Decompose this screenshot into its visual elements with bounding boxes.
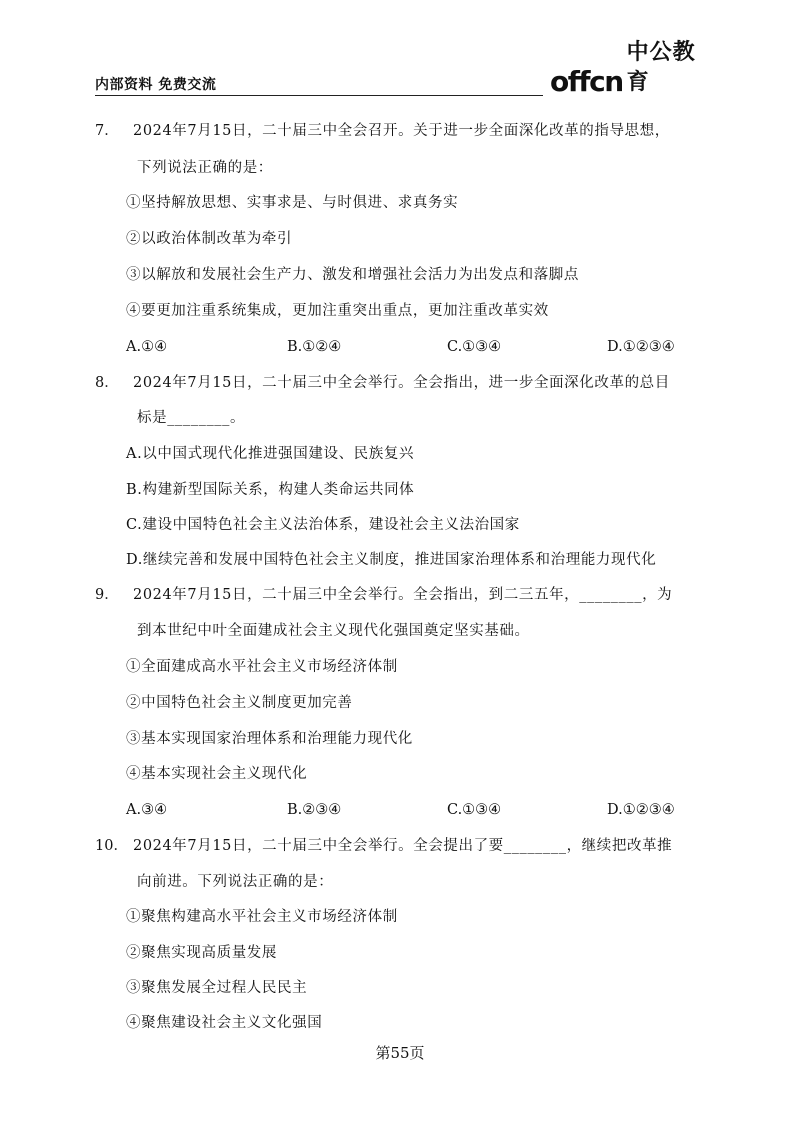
statement-item: ①全面建成高水平社会主义市场经济体制 xyxy=(126,659,398,675)
question-number: 8． xyxy=(95,375,119,391)
logo-chinese-text: 中公教育 xyxy=(626,40,696,95)
question-number: 10． xyxy=(95,838,128,854)
answer-options xyxy=(126,800,706,820)
option-a: A.以中国式现代化推进强国建设、民族复兴 xyxy=(126,446,415,462)
question-stem-line: 标是________。 xyxy=(137,410,246,426)
header-rule xyxy=(95,95,543,96)
statement-item: ③聚焦发展全过程人民民主 xyxy=(126,980,308,996)
question-stem-line: 2024年7月15日，二十届三中全会举行。全会指出，到二三五年，________，为 xyxy=(133,587,673,603)
option-d: D.继续完善和发展中国特色社会主义制度，推进国家治理体系和治理能力现代化 xyxy=(126,552,657,568)
question-stem-line: 到本世纪中叶全面建成社会主义现代化强国奠定坚实基础。 xyxy=(137,623,530,639)
question-stem-line: 下列说法正确的是： xyxy=(137,160,273,176)
question-number: 7． xyxy=(95,123,119,139)
page-header xyxy=(95,40,705,98)
logo-latin-text: offcn xyxy=(550,65,623,98)
question-stem-line: 2024年7月15日，二十届三中全会举行。全会提出了要________，继续把改革推 xyxy=(133,838,673,854)
question-stem-line: 向前进。下列说法正确的是： xyxy=(137,874,334,890)
statement-item: ③以解放和发展社会生产力、激发和增强社会活力为出发点和落脚点 xyxy=(126,267,579,283)
statement-item: ④基本实现社会主义现代化 xyxy=(126,766,308,782)
header-label: 内部资料 免费交流 xyxy=(95,77,217,93)
statement-item: ②以政治体制改革为牵引 xyxy=(126,231,293,247)
page-number: 第55页 xyxy=(375,1044,425,1062)
option-c: C.①③④ xyxy=(447,802,502,818)
option-d: D.①②③④ xyxy=(607,802,675,818)
statement-item: ④聚焦建设社会主义文化强国 xyxy=(126,1015,323,1031)
offcn-logo xyxy=(550,40,705,98)
option-d: D.①②③④ xyxy=(607,339,675,355)
answer-options xyxy=(126,337,706,357)
statement-item: ④要更加注重系统集成，更加注重突出重点，更加注重改革实效 xyxy=(126,303,549,319)
option-b: B.①②④ xyxy=(287,339,342,355)
question-stem-line: 2024年7月15日，二十届三中全会举行。全会指出，进一步全面深化改革的总目 xyxy=(133,375,670,391)
statement-item: ①聚焦构建高水平社会主义市场经济体制 xyxy=(126,909,398,925)
question-stem-line: 2024年7月15日，二十届三中全会召开。关于进一步全面深化改革的指导思想， xyxy=(133,123,670,139)
statement-item: ②聚焦实现高质量发展 xyxy=(126,945,277,961)
option-c: C.①③④ xyxy=(447,339,502,355)
statement-item: ①坚持解放思想、实事求是、与时俱进、求真务实 xyxy=(126,195,459,211)
option-b: B.②③④ xyxy=(287,802,342,818)
option-a: A.③④ xyxy=(126,802,168,818)
option-a: A.①④ xyxy=(126,339,168,355)
question-number: 9． xyxy=(95,587,119,603)
statement-item: ③基本实现国家治理体系和治理能力现代化 xyxy=(126,731,413,747)
statement-item: ②中国特色社会主义制度更加完善 xyxy=(126,695,353,711)
option-b: B.构建新型国际关系，构建人类命运共同体 xyxy=(126,482,415,498)
option-c: C.建设中国特色社会主义法治体系，建设社会主义法治国家 xyxy=(126,517,520,533)
